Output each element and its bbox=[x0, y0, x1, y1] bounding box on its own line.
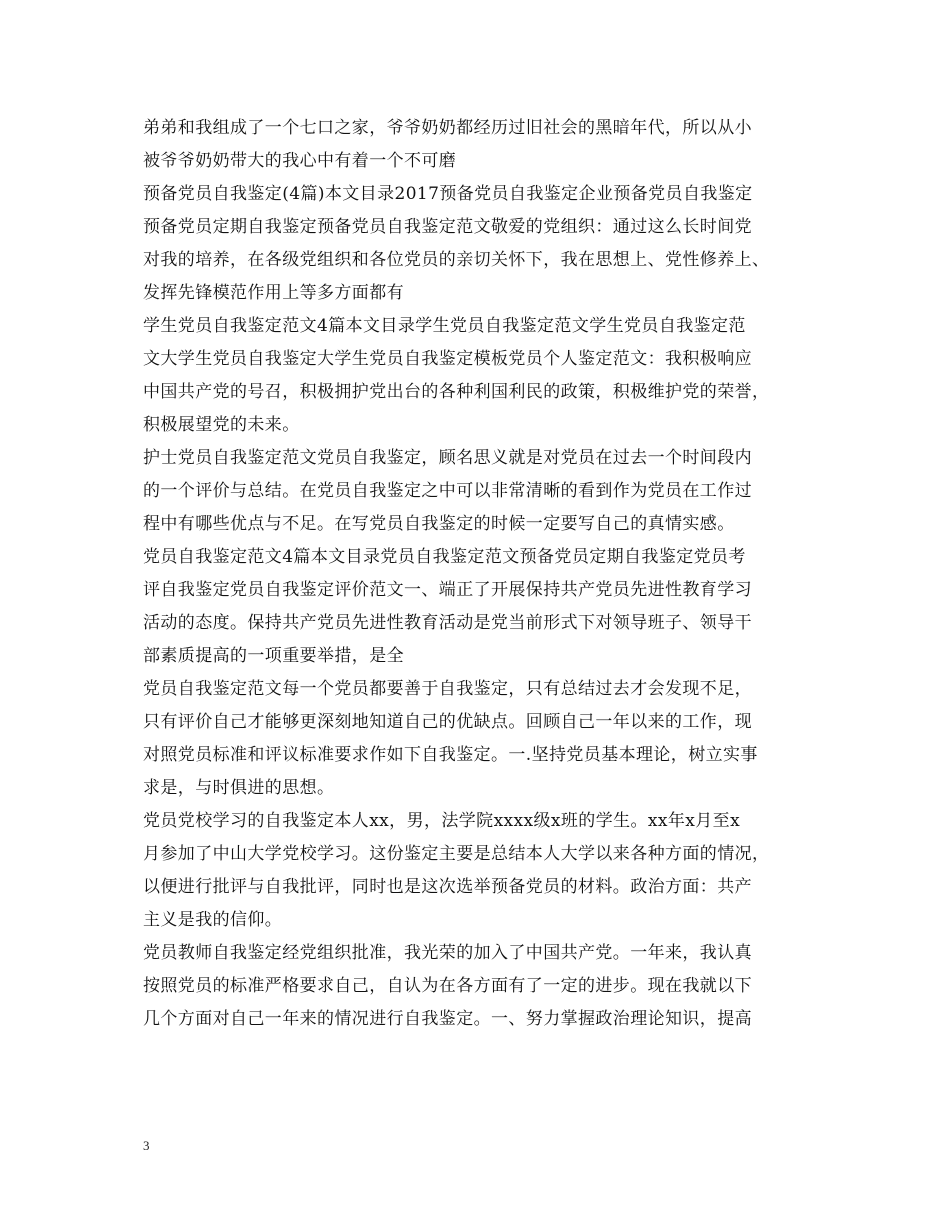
text-line: 预备党员定期自我鉴定预备党员自我鉴定范文敬爱的党组织：通过这么长时间党 bbox=[143, 217, 752, 237]
text-line: 只有评价自己才能够更深刻地知道自己的优缺点。回顾自己一年以来的工作，现 bbox=[143, 712, 752, 732]
document-body bbox=[143, 112, 833, 1036]
page-number: 3 bbox=[143, 1138, 150, 1153]
text-line: 党员党校学习的自我鉴定本人xx，男，法学院xxxx级x班的学生。xx年x月至x bbox=[143, 811, 741, 831]
text-line: 活动的态度。保持共产党员先进性教育活动是党当前形式下对领导班子、领导干 bbox=[143, 613, 752, 633]
text-line: 程中有哪些优点与不足。在写党员自我鉴定的时候一定要写自己的真情实感。 bbox=[143, 514, 735, 534]
text-line: 月参加了中山大学党校学习。这份鉴定主要是总结本人大学以来各种方面的情况， bbox=[143, 844, 770, 864]
text-line: 积极展望党的未来。 bbox=[143, 415, 300, 435]
text-line: 部素质提高的一项重要举措，是全 bbox=[143, 646, 404, 666]
text-line: 按照党员的标准严格要求自己，自认为在各方面有了一定的进步。现在我就以下 bbox=[143, 976, 752, 996]
text-line: 几个方面对自己一年来的情况进行自我鉴定。一、努力掌握政治理论知识，提高 bbox=[143, 1009, 752, 1029]
text-line: 对照党员标准和评议标准要求作如下自我鉴定。一.坚持党员基本理论，树立实事 bbox=[143, 745, 758, 765]
text-line: 党员教师自我鉴定经党组织批准，我光荣的加入了中国共产党。一年来，我认真 bbox=[143, 943, 752, 963]
text-line: 党员自我鉴定范文每一个党员都要善于自我鉴定，只有总结过去才会发现不足， bbox=[143, 679, 752, 699]
text-line: 预备党员自我鉴定(4篇)本文目录2017预备党员自我鉴定企业预备党员自我鉴定 bbox=[143, 184, 753, 204]
text-line: 求是，与时俱进的思想。 bbox=[143, 778, 335, 798]
text-line: 党员自我鉴定范文4篇本文目录党员自我鉴定范文预备党员定期自我鉴定党员考 bbox=[143, 547, 746, 567]
text-line: 主义是我的信仰。 bbox=[143, 910, 283, 930]
text-line: 护士党员自我鉴定范文党员自我鉴定，顾名思义就是对党员在过去一个时间段内 bbox=[143, 448, 752, 468]
text-line: 中国共产党的号召，积极拥护党出台的各种利国利民的政策，积极维护党的荣誉， bbox=[143, 382, 770, 402]
text-line: 弟弟和我组成了一个七口之家，爷爷奶奶都经历过旧社会的黑暗年代，所以从小 bbox=[143, 118, 752, 138]
text-line: 评自我鉴定党员自我鉴定评价范文一、端正了开展保持共产党员先进性教育学习 bbox=[143, 580, 752, 600]
text-line: 文大学生党员自我鉴定大学生党员自我鉴定模板党员个人鉴定范文：我积极响应 bbox=[143, 349, 752, 369]
text-line: 被爷爷奶奶带大的我心中有着一个不可磨 bbox=[143, 151, 457, 171]
text-line: 以便进行批评与自我批评，同时也是这次选举预备党员的材料。政治方面：共产 bbox=[143, 877, 752, 897]
text-line: 的一个评价与总结。在党员自我鉴定之中可以非常清晰的看到作为党员在工作过 bbox=[143, 481, 752, 501]
text-line: 学生党员自我鉴定范文4篇本文目录学生党员自我鉴定范文学生党员自我鉴定范 bbox=[143, 316, 746, 336]
text-line: 对我的培养，在各级党组织和各位党员的亲切关怀下，我在思想上、党性修养上、 bbox=[143, 250, 770, 270]
text-line: 发挥先锋模范作用上等多方面都有 bbox=[143, 283, 404, 303]
